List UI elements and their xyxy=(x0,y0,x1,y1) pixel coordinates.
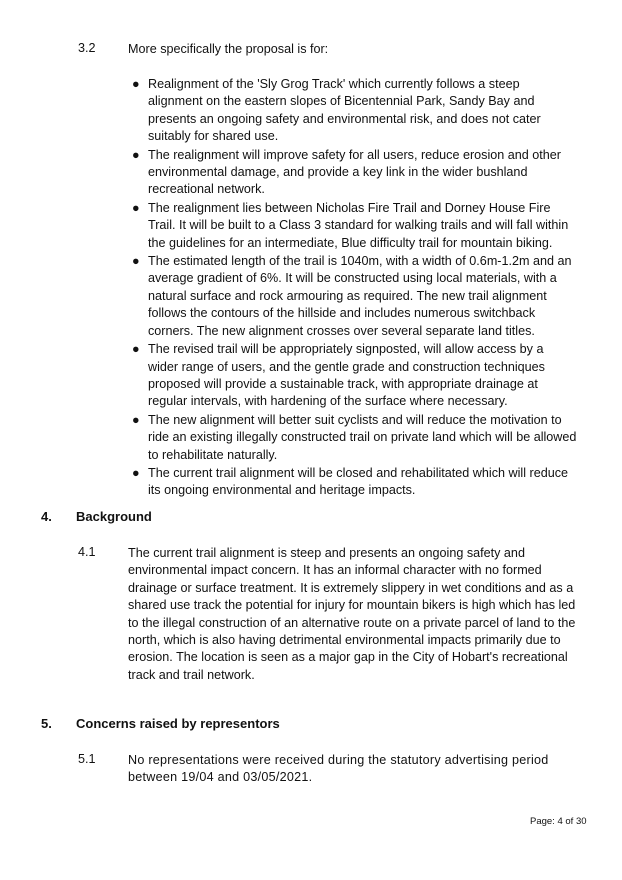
proposal-bullet-list xyxy=(128,76,577,501)
list-item xyxy=(128,253,577,340)
section-3-2-number: 3.2 xyxy=(78,41,96,55)
list-item-text: Realignment of the 'Sly Grog Track' which currently follows a steep alignment on the eastern slopes of Bicentennial Park, Sandy Bay and presents an ongoing safety and environmental risk, and does not cater suitably for shared use. xyxy=(148,77,541,144)
list-item xyxy=(128,412,577,464)
list-item xyxy=(128,465,577,500)
section-5-number: 5. xyxy=(41,716,52,731)
list-item-text: The new alignment will better suit cyclists and will reduce the motivation to ride an existing illegally constructed trail on private land which will be allowed to rehabilitate naturally. xyxy=(148,412,577,462)
section-4-number: 4. xyxy=(41,509,52,524)
bullet-icon: ● xyxy=(132,412,140,427)
section-4-heading: Background xyxy=(76,509,152,524)
section-4-1-number: 4.1 xyxy=(78,545,96,559)
bullet-icon: ● xyxy=(132,147,140,162)
list-item-text: The current trail alignment will be closed and rehabilitated which will reduce its ongoing environmental and heritage impacts. xyxy=(148,465,569,498)
bullet-icon: ● xyxy=(132,342,140,357)
section-5-1-number: 5.1 xyxy=(78,752,96,766)
bullet-icon: ● xyxy=(132,200,140,215)
section-5-1-text: No representations were received during the statutory advertising period between 19/04 and 03/05/2021. xyxy=(128,753,549,785)
list-item xyxy=(128,147,577,199)
list-item xyxy=(128,76,577,146)
list-item xyxy=(128,341,577,411)
section-3-2-intro: More specifically the proposal is for: xyxy=(128,42,329,56)
list-item-text: The realignment will improve safety for all users, reduce erosion and other environmental damage, and provide a key link in the wider bushland recreational network. xyxy=(148,147,561,197)
bullet-icon: ● xyxy=(132,77,140,91)
section-4-1-text: The current trail alignment is steep and presents an ongoing safety and environmental impact concern. It has an informal character with no formed drainage or surface treatment. It is extremely slippery in wet conditions and as a shared use track the potential for injury for mountain bikers is high which has led to the illegal construction of an alternative route on a private parcel of land to the north, which is also having detrimental environmental impacts primarily due to erosion. The location is seen as a major gap in the City of Hobart's recreational track and trail network. xyxy=(128,546,576,682)
section-5-heading: Concerns raised by representors xyxy=(76,716,280,731)
bullet-icon: ● xyxy=(132,254,140,269)
bullet-icon: ● xyxy=(132,465,140,480)
page-number: Page: 4 of 30 xyxy=(530,816,587,827)
list-item-text: The realignment lies between Nicholas Fire Trail and Dorney House Fire Trail. It will be built to a Class 3 standard for walking trails and will fall within the guidelines for an intermediate, Blue difficulty trail for mountain biking. xyxy=(148,200,569,250)
list-item-text: The revised trail will be appropriately signposted, will allow access by a wider range of users, and the gentle grade and construction techniques proposed will provide a sustainable track, with appropriate drainage at regular intervals, with hardening of the surface where necessary. xyxy=(148,342,545,409)
list-item-text: The estimated length of the trail is 1040m, with a width of 0.6m-1.2m and an average gradient of 6%. It will be constructed using local materials, with a natural surface and rock armouring as required. The new trail alignment follows the contours of the hillside and includes numerous switchback corners. The new alignment crosses over several separate land titles. xyxy=(148,254,572,338)
list-item xyxy=(128,200,577,252)
